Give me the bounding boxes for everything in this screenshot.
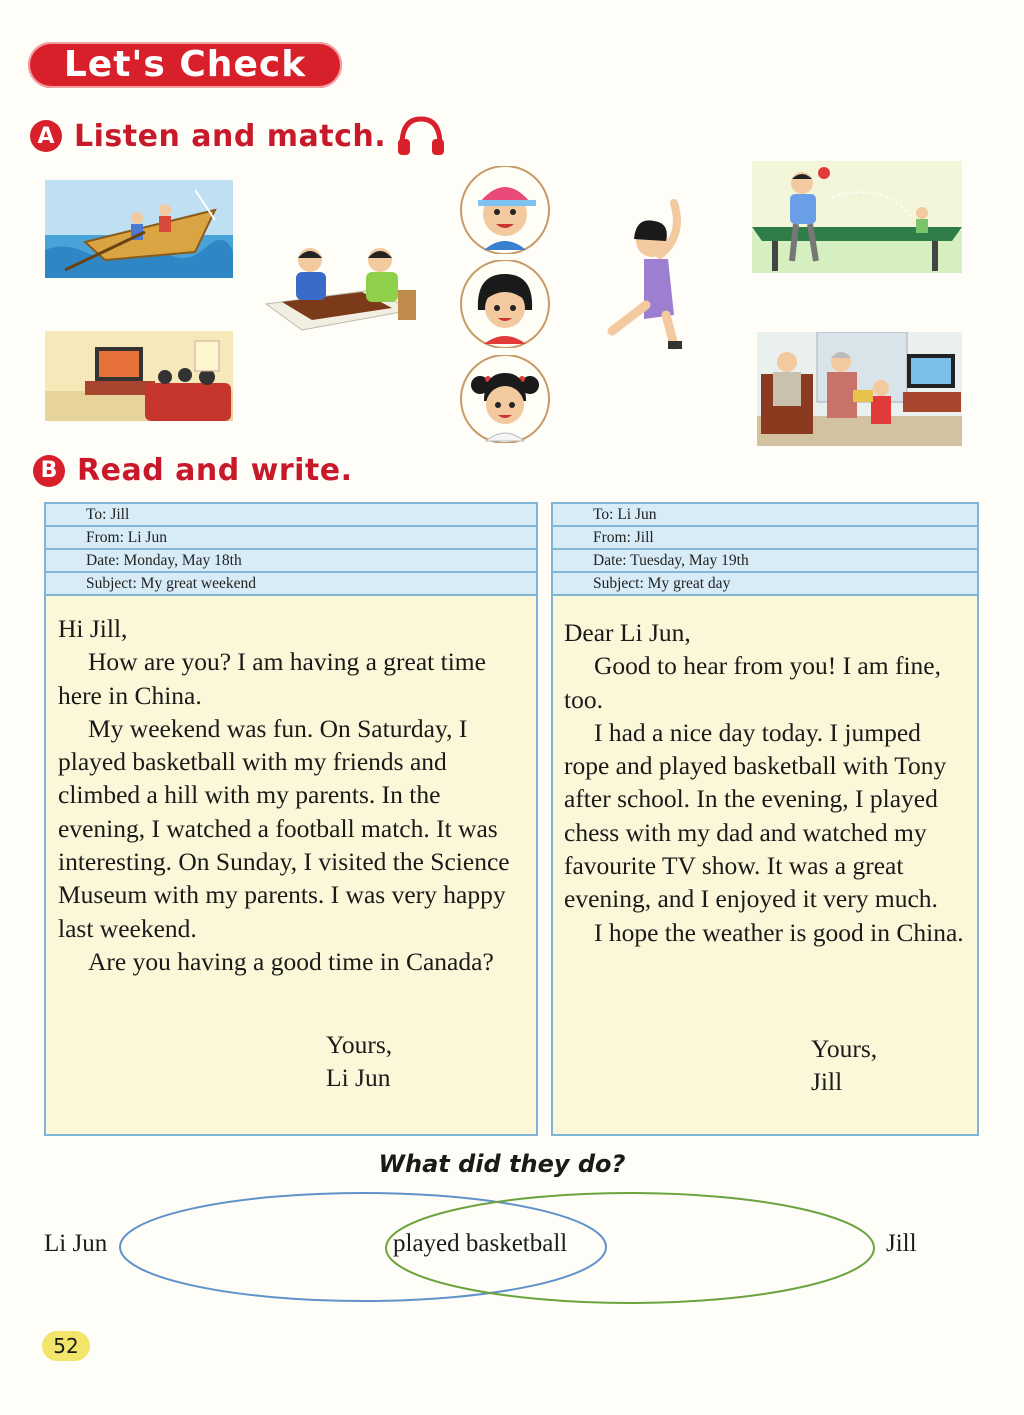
email-header xyxy=(553,504,977,596)
email-paragraph: I had a nice day today. I jumped rope and played basketball with Tony after school. In the evening, I played chess with my dad and watched my favourite TV show. It was a great evening, and I enjoyed it very much. xyxy=(564,717,947,914)
family-visit-picture[interactable] xyxy=(757,332,962,446)
email-date: Date: Tuesday, May 19th xyxy=(553,550,977,573)
email-date: Date: Monday, May 18th xyxy=(46,550,536,573)
email-paragraph: How are you? I am having a great time here in China. xyxy=(58,647,486,710)
email-to: To: Li Jun xyxy=(553,504,977,527)
venn-left-label: Li Jun xyxy=(44,1230,108,1257)
email-from: From: Li Jun xyxy=(46,527,536,550)
email-body xyxy=(58,612,526,978)
venn-question: What did they do? xyxy=(378,1150,626,1178)
email-closing: Yours, xyxy=(326,1030,393,1059)
watching-tv-picture[interactable] xyxy=(45,331,233,421)
headphones-icon[interactable] xyxy=(396,115,446,157)
section-a-heading xyxy=(30,115,446,157)
email-header xyxy=(46,504,536,596)
email-subject: Subject: My great day xyxy=(553,573,977,596)
ping-pong-picture[interactable] xyxy=(752,161,962,273)
email-signature: Jill xyxy=(811,1067,843,1096)
girl-gymnastics-picture[interactable] xyxy=(604,195,699,355)
email-greeting: Hi Jill, xyxy=(58,614,128,643)
boy-with-cap-avatar[interactable] xyxy=(458,166,552,254)
lets-check-banner: Let's Check xyxy=(28,42,342,88)
section-a-title: Listen and match. xyxy=(74,118,387,154)
venn-shared-answer[interactable]: played basketball xyxy=(393,1230,568,1257)
email-closing: Yours, xyxy=(811,1034,878,1063)
email-to: To: Jill xyxy=(46,504,536,527)
section-a-badge: A xyxy=(30,120,62,152)
email-from: From: Jill xyxy=(553,527,977,550)
email-subject: Subject: My great weekend xyxy=(46,573,536,596)
page-number: 52 xyxy=(42,1331,90,1361)
venn-right-label: Jill xyxy=(886,1230,917,1257)
email-body xyxy=(564,616,971,949)
email-paragraph: Good to hear from you! I am fine, too. xyxy=(564,651,941,714)
email-paragraph: I hope the weather is good in China. xyxy=(594,917,964,947)
email-greeting: Dear Li Jun, xyxy=(564,618,691,647)
email-from-li-jun xyxy=(44,502,538,1136)
playing-chess-picture[interactable] xyxy=(262,240,420,335)
boat-rowing-picture[interactable] xyxy=(45,180,233,278)
email-paragraph: Are you having a good time in Canada? xyxy=(88,946,494,976)
email-signature: Li Jun xyxy=(326,1063,391,1092)
email-from-jill xyxy=(551,502,979,1136)
girl-short-hair-avatar[interactable] xyxy=(458,260,552,348)
email-paragraph: My weekend was fun. On Saturday, I played basketball with my friends and climbed a hill with my parents. In the evening, I watched a football match. It was interesting. On Sunday, I visited the Science Museum with my parents. I was very happy last weekend. xyxy=(58,713,510,943)
girl-pigtails-avatar[interactable] xyxy=(458,355,552,443)
section-b-badge: B xyxy=(33,455,65,487)
section-b-heading xyxy=(33,453,353,488)
section-b-title: Read and write. xyxy=(77,453,353,488)
